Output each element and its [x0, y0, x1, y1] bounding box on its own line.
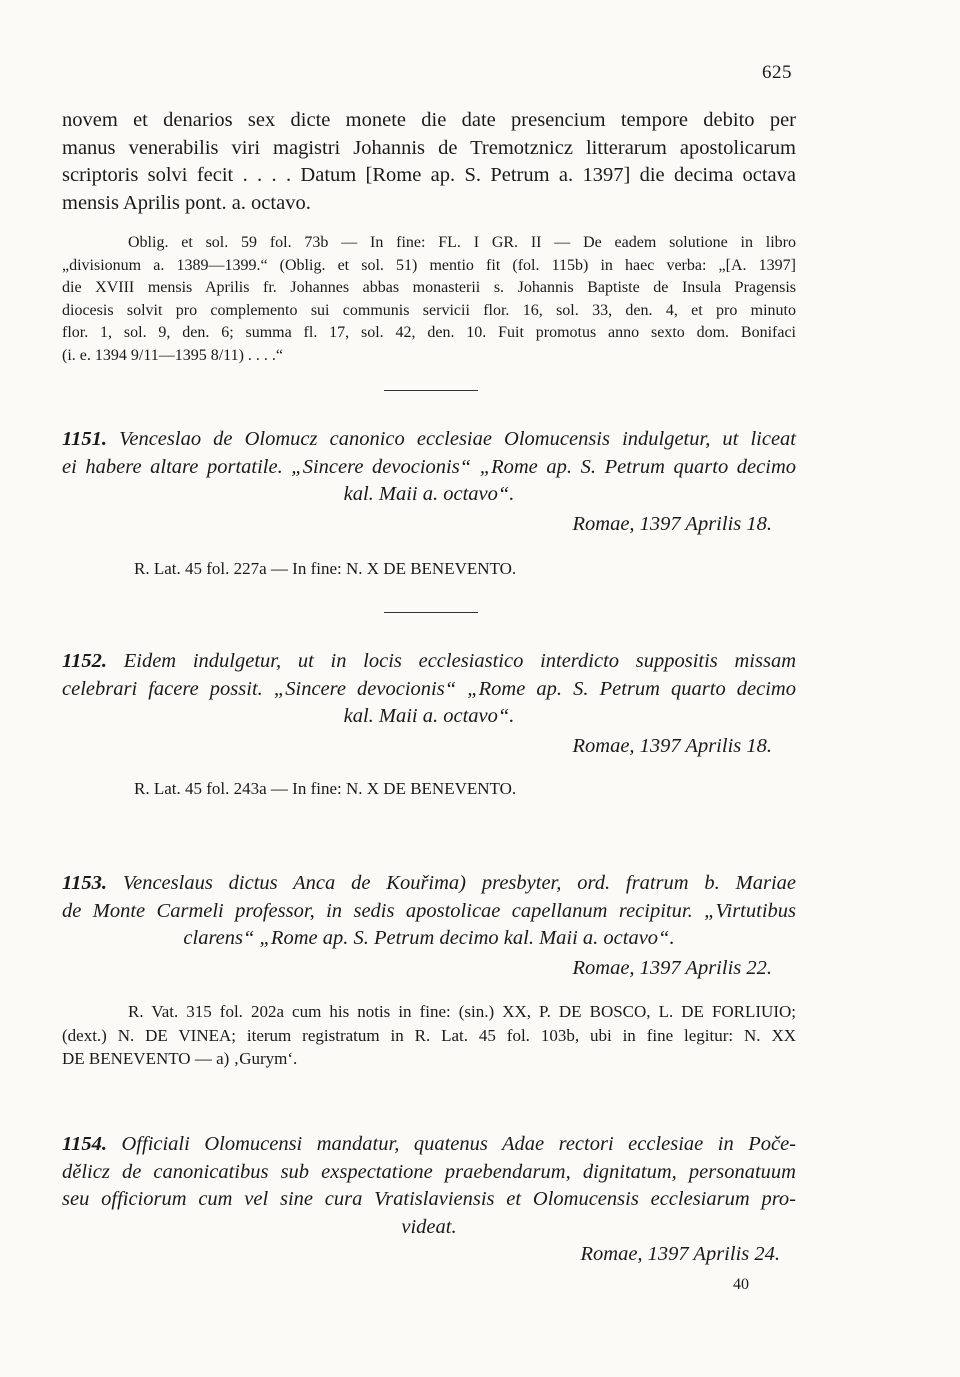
entry-line: ei habere altare portatile. „Sincere devocionis“ „Rome ap. S. Petrum quarto decimo [62, 455, 796, 478]
entry-number: 1153. [62, 872, 107, 894]
note-line: flor. 1, sol. 9, den. 6; summa fl. 17, sol. 42, den. 10. Fuit promotus anno sexto dom. Bonifaci [62, 324, 796, 341]
entry-line: kal. Maii a. octavo“. [343, 483, 515, 505]
entry-line: de Monte Carmeli professor, in sedis apostolicae capellanum recipitur. „Virtutibus [62, 899, 796, 922]
entry-1151 [62, 426, 796, 509]
page-number: 625 [762, 62, 792, 83]
ref-line: R. Vat. 315 fol. 202a cum his notis in fine: (sin.) XX, P. DE BOSCO, L. DE FORLIUIO; [128, 1002, 796, 1021]
entry-line: clarens“ „Rome ap. S. Petrum decimo kal. Maii a. octavo“. [183, 927, 675, 949]
entry-reference: R. Lat. 45 fol. 227a — In fine: N. X DE BENEVENTO. [134, 559, 517, 578]
entry-line: kal. Maii a. octavo“. [343, 705, 515, 727]
entry-number: 1152. [62, 650, 107, 672]
entry-number: 1154. [62, 1133, 107, 1155]
entry-1154 [62, 1131, 796, 1241]
signature-mark: 40 [733, 1276, 749, 1293]
entry-number: 1151. [62, 428, 107, 450]
entry-1153 [62, 870, 796, 953]
intro-note [62, 232, 796, 367]
ref-line: (dext.) N. DE VINEA; iterum registratum in R. Lat. 45 fol. 103b, ubi in fine legitur: N. XX [62, 1025, 796, 1045]
entry-line: videat. [401, 1215, 457, 1238]
entry-text: Eidem indulgetur, ut in locis ecclesiastico interdicto suppositis missam [123, 650, 796, 672]
entry-text: Officiali Olomucensi mandatur, quatenus Adae rectori ecclesiae in Poče- [121, 1133, 796, 1155]
entry-line: celebrari facere possit. „Sincere devocionis“ „Rome ap. S. Petrum quarto decimo [62, 677, 796, 700]
entry-line: seu officiorum cum vel sine cura Vratislaviensis et Olomucensis ecclesiarum pro- [62, 1188, 796, 1210]
entry-date: Romae, 1397 Aprilis 18. [572, 735, 772, 757]
note-line: „divisionum a. 1389—1399.“ (Oblig. et sol. 51) mentio fit (fol. 115b) in haec verba: „[A. 1397] [62, 256, 796, 274]
separator-rule [384, 390, 478, 391]
intro-paragraph [62, 107, 796, 217]
entry-reference [62, 1000, 796, 1071]
entry-date: Romae, 1397 Aprilis 22. [572, 957, 772, 979]
text-line: scriptoris solvi fecit . . . . Datum [Rome ap. S. Petrum a. 1397] die decima octava [62, 164, 796, 186]
text-line: mensis Aprilis pont. a. octavo. [62, 191, 311, 214]
entry-1152 [62, 648, 796, 731]
entry-line: dělicz de canonicatibus sub exspectatione praebendarum, dignitatum, personatuum [62, 1160, 796, 1183]
separator-rule [384, 612, 478, 613]
text-line: manus venerabilis viri magistri Johannis de Tremotznicz litterarum apostolicarum [62, 136, 796, 159]
entry-line [62, 870, 796, 898]
entry-date: Romae, 1397 Aprilis 18. [572, 513, 772, 535]
note-line: die XVIII mensis Aprilis fr. Johannes abbas monasterii s. Johannis Baptiste de Insula Pragensis [62, 279, 796, 296]
entry-line [62, 426, 796, 454]
note-line: diocesis solvit pro complemento sui communis servicii flor. 16, sol. 33, den. 4, et pro minuto [62, 301, 796, 319]
entry-line [62, 1131, 796, 1159]
ref-line: DE BENEVENTO — a) ‚Gurym‘. [62, 1049, 298, 1068]
entry-date: Romae, 1397 Aprilis 24. [580, 1243, 780, 1265]
entry-line [62, 648, 796, 676]
entry-text: Venceslaus dictus Anca de Kouřima) presbyter, ord. fratrum b. Mariae [122, 872, 797, 894]
note-line: (i. e. 1394 9/11—1395 8/11) . . . .“ [62, 346, 284, 364]
entry-reference: R. Lat. 45 fol. 243a — In fine: N. X DE BENEVENTO. [134, 779, 517, 798]
entry-text: Venceslao de Olomucz canonico ecclesiae Olomucensis indulgetur, ut liceat [119, 428, 797, 450]
text-line: novem et denarios sex dicte monete die date presencium tempore debito per [62, 109, 796, 131]
note-line: Oblig. et sol. 59 fol. 73b — In fine: FL. I GR. II — De eadem solutione in libro [128, 234, 796, 251]
